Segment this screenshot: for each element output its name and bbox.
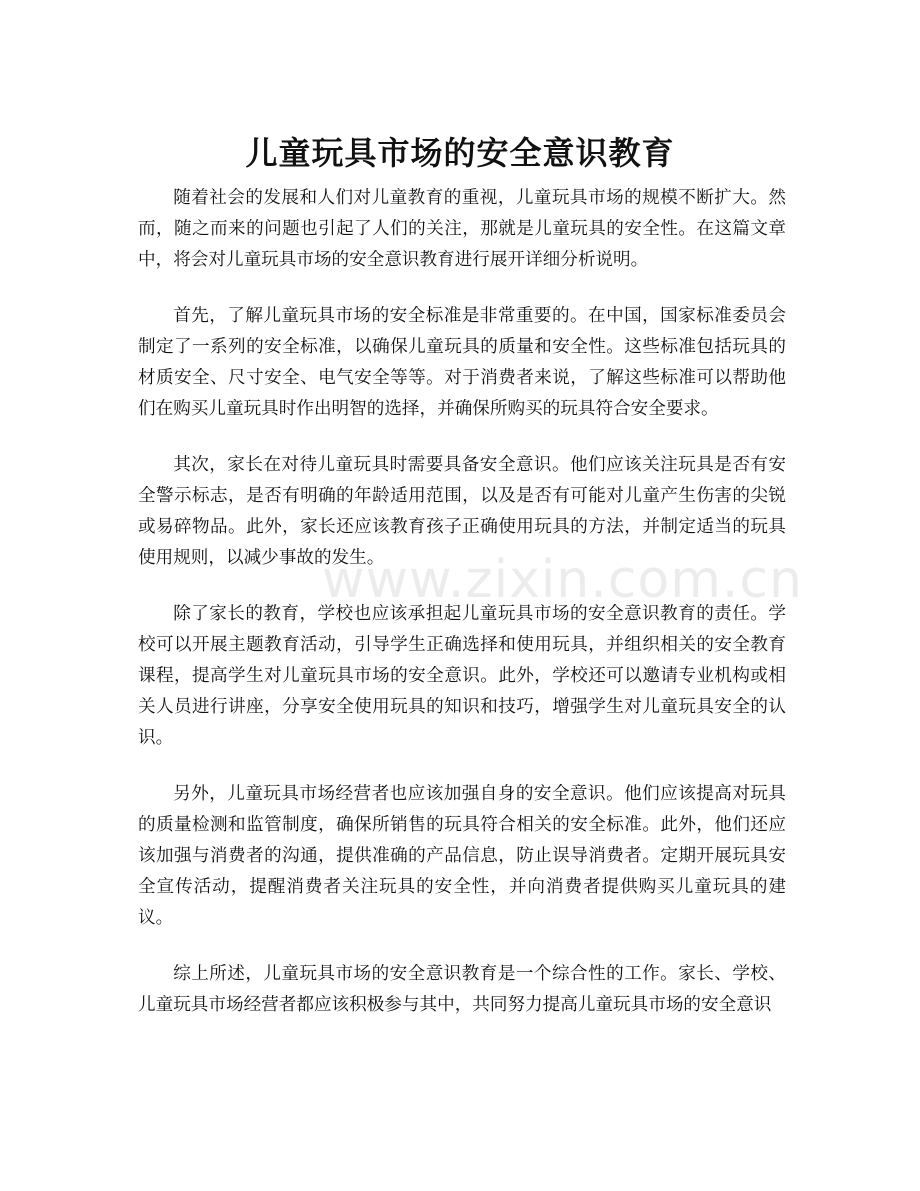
paragraph-6: 综上所述，儿童玩具市场的安全意识教育是一个综合性的工作。家长、学校、儿童玩具市场经营者都应该积极参与其中，共同努力提高儿童玩具市场的安全意识 bbox=[138, 964, 786, 1015]
paragraph-1: 随着社会的发展和人们对儿童教育的重视，儿童玩具市场的规模不断扩大。然而，随之而来的问题也引起了人们的关注，那就是儿童玩具的安全性。在这篇文章中，将会对儿童玩具市场的安全意识教育进行展开详细分析说明。 bbox=[138, 188, 786, 270]
document-body bbox=[138, 183, 786, 1046]
paragraph-3: 其次，家长在对待儿童玩具时需要具备安全意识。他们应该关注玩具是否有安全警示标志，是否有明确的年龄适用范围，以及是否有可能对儿童产生伤害的尖锐或易碎物品。此外，家长还应该教育孩子正确使用玩具的方法，并制定适当的玩具使用规则，以减少事故的发生。 bbox=[138, 455, 786, 568]
paragraph-2: 首先，了解儿童玩具市场的安全标准是非常重要的。在中国，国家标准委员会制定了一系列的安全标准，以确保儿童玩具的质量和安全性。这些标准包括玩具的材质安全、尺寸安全、电气安全等等。对于消费者来说，了解这些标准可以帮助他们在购买儿童玩具时作出明智的选择，并确保所购买的玩具符合安全要求。 bbox=[138, 306, 786, 419]
paragraph-4: 除了家长的教育，学校也应该承担起儿童玩具市场的安全意识教育的责任。学校可以开展主题教育活动，引导学生正确选择和使用玩具，并组织相关的安全教育课程，提高学生对儿童玩具市场的安全意识。此外，学校还可以邀请专业机构或相关人员进行讲座，分享安全使用玩具的知识和技巧，增强学生对儿童玩具安全的认识。 bbox=[138, 604, 786, 748]
paragraph-5: 另外，儿童玩具市场经营者也应该加强自身的安全意识。他们应该提高对玩具的质量检测和监管制度，确保所销售的玩具符合相关的安全标准。此外，他们还应该加强与消费者的沟通，提供准确的产品信息，防止误导消费者。定期开展玩具安全宣传活动，提醒消费者关注玩具的安全性，并向消费者提供购买儿童玩具的建议。 bbox=[138, 784, 786, 928]
site-watermark: www.zixin.com.cn bbox=[322, 550, 803, 610]
document-title: 儿童玩具市场的安全意识教育 bbox=[245, 134, 675, 173]
